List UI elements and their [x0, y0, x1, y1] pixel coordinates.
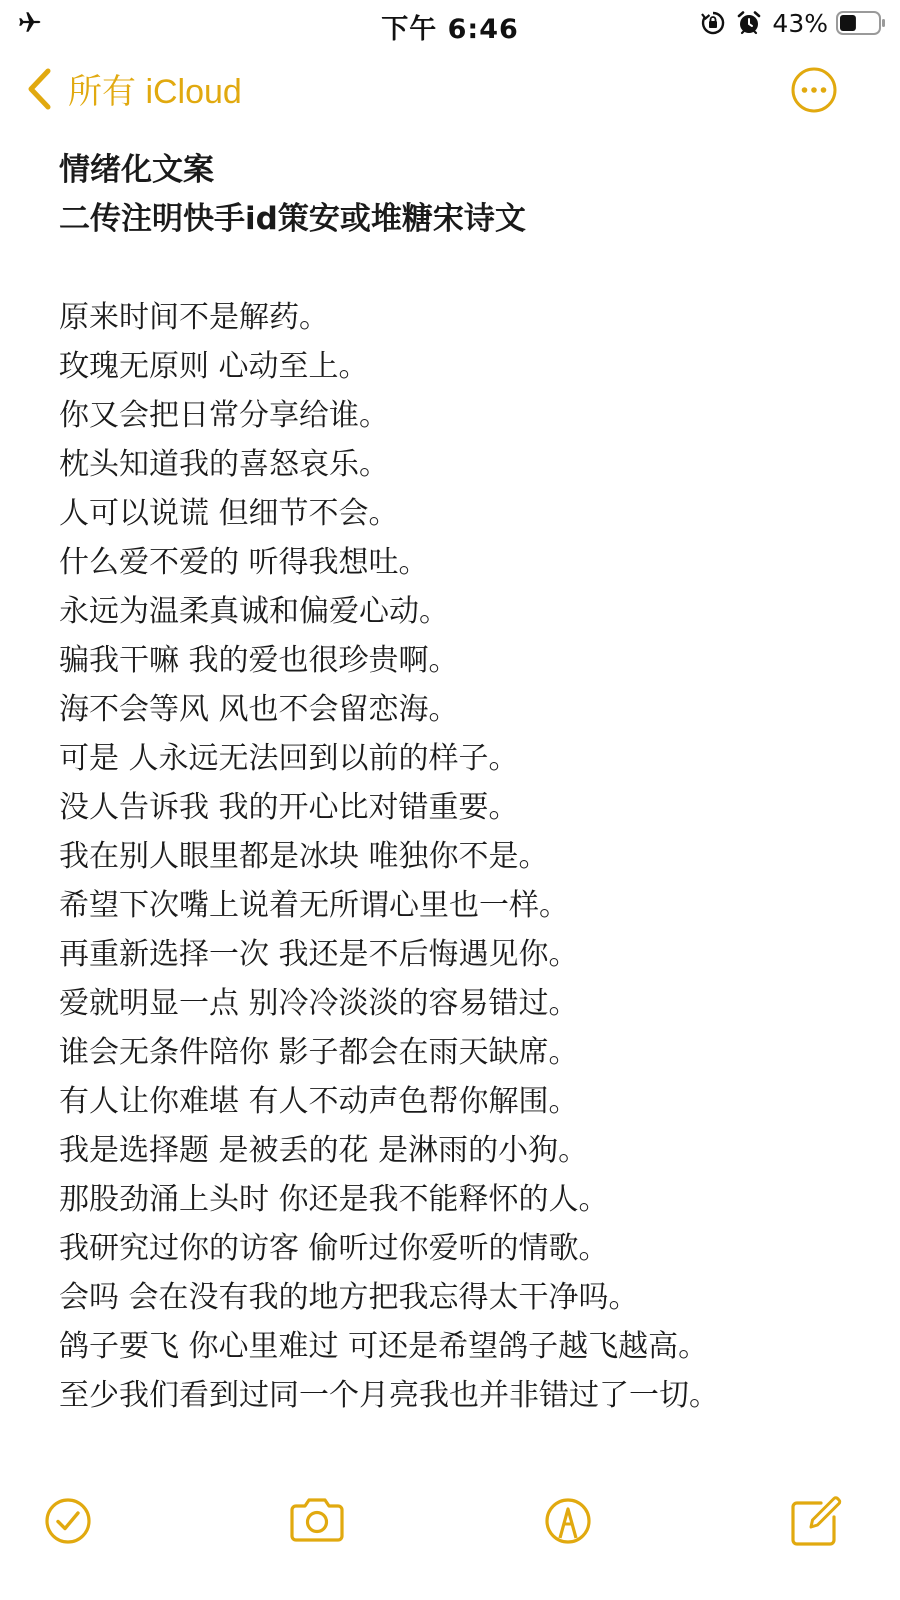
note-line: 玫瑰无原则 心动至上。 [59, 349, 369, 384]
compose-icon[interactable] [785, 1490, 847, 1552]
note-body[interactable] [59, 146, 869, 1420]
note-line: 谁会无条件陪你 影子都会在雨天缺席。 [59, 1035, 579, 1070]
markup-icon[interactable] [537, 1490, 599, 1552]
note-title: 情绪化文案 [59, 152, 214, 188]
note-line: 永远为温柔真诚和偏爱心动。 [59, 594, 449, 629]
note-line: 鸽子要飞 你心里难过 可还是希望鸽子越飞越高。 [59, 1329, 709, 1364]
orientation-lock-icon [700, 10, 726, 36]
status-right-group [700, 8, 886, 38]
note-line: 希望下次嘴上说着无所谓心里也一样。 [59, 888, 569, 923]
note-line: 我是选择题 是被丢的花 是淋雨的小狗。 [59, 1133, 589, 1168]
status-time: 下午 6:46 [381, 14, 519, 45]
status-bar [0, 0, 900, 46]
note-line: 再重新选择一次 我还是不后悔遇见你。 [59, 937, 579, 972]
battery-percent: 43% [772, 8, 828, 38]
battery-icon [836, 11, 886, 35]
note-line: 爱就明显一点 别冷冷淡淡的容易错过。 [59, 986, 579, 1021]
note-line: 有人让你难堪 有人不动声色帮你解围。 [59, 1084, 579, 1119]
note-line: 会吗 会在没有我的地方把我忘得太干净吗。 [59, 1280, 639, 1315]
note-line: 人可以说谎 但细节不会。 [59, 496, 399, 531]
note-line: 那股劲涌上头时 你还是我不能释怀的人。 [59, 1182, 609, 1217]
back-button[interactable] [26, 64, 242, 113]
note-line: 海不会等风 风也不会留恋海。 [59, 692, 459, 727]
note-line: 至少我们看到过同一个月亮我也并非错过了一切。 [59, 1378, 719, 1413]
note-line: 枕头知道我的喜怒哀乐。 [59, 447, 389, 482]
note-blank-line [59, 244, 869, 293]
bottom-toolbar [0, 1490, 900, 1560]
nav-bar [0, 60, 900, 122]
note-line: 我研究过你的访客 偷听过你爱听的情歌。 [59, 1231, 609, 1266]
alarm-icon [736, 10, 762, 36]
more-icon[interactable] [790, 66, 838, 114]
checklist-icon[interactable] [37, 1490, 99, 1552]
note-lines [59, 293, 869, 1420]
note-line: 骗我干嘛 我的爱也很珍贵啊。 [59, 643, 459, 678]
note-line: 原来时间不是解药。 [59, 300, 329, 335]
note-line: 什么爱不爱的 听得我想吐。 [59, 545, 429, 580]
camera-icon[interactable] [286, 1490, 348, 1552]
note-line: 你又会把日常分享给谁。 [59, 398, 389, 433]
note-line: 我在别人眼里都是冰块 唯独你不是。 [59, 839, 549, 874]
note-line: 没人告诉我 我的开心比对错重要。 [59, 790, 519, 825]
back-label: 所有 iCloud [68, 73, 242, 111]
note-line: 可是 人永远无法回到以前的样子。 [59, 741, 519, 776]
note-subtitle: 二传注明快手id策安或堆糖宋诗文 [59, 201, 526, 237]
chevron-left-icon [26, 67, 52, 111]
